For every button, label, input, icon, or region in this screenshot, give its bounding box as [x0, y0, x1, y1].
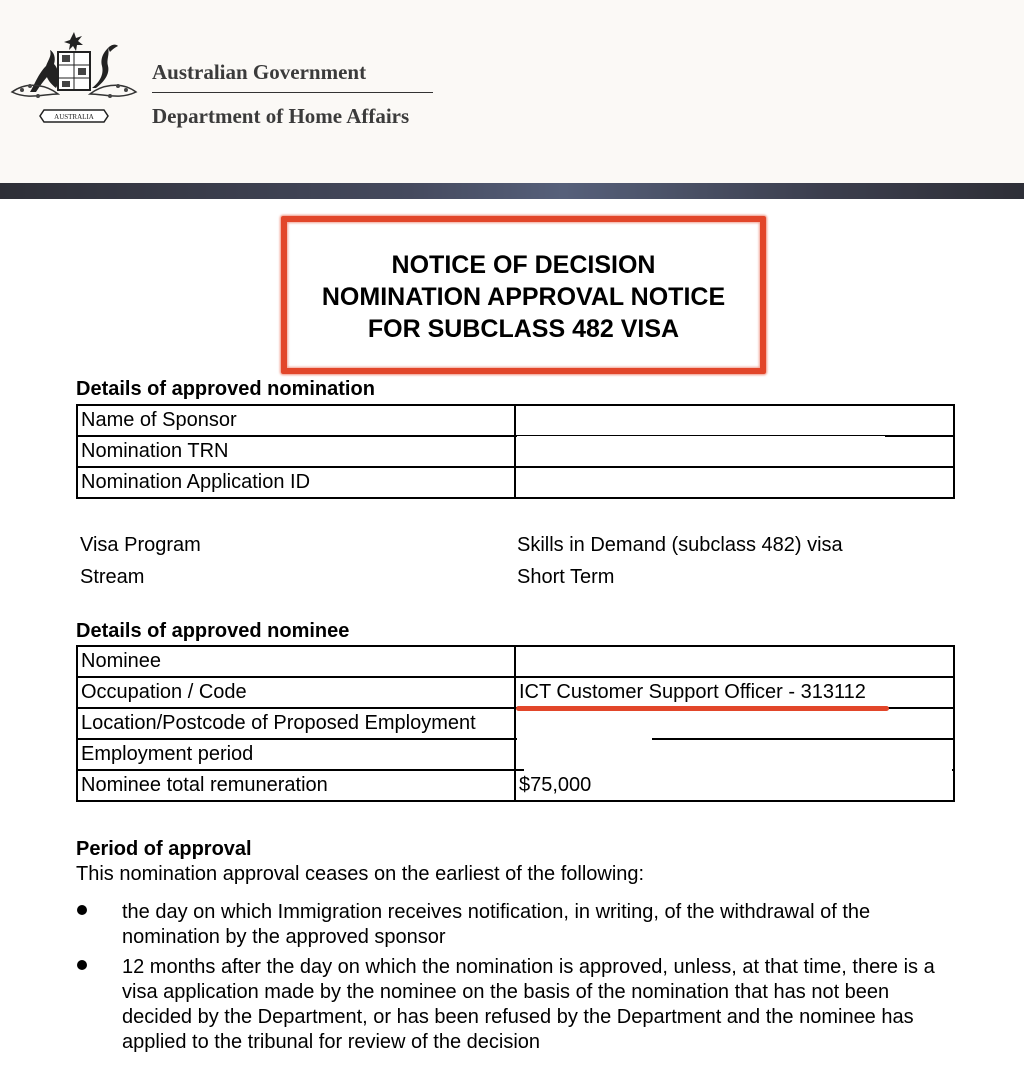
bullet-icon: [77, 905, 87, 915]
location-label: Location/Postcode of Proposed Employment: [77, 708, 515, 739]
list-item: 12 months after the day on which the nomination is approved, unless, at that time, there is a visa application made by the nominee on the basis of the nomination that has not been decided by the Department, or has been refused by the Department and the nominee has applied to the tribunal for review of the decision: [122, 956, 935, 1053]
application-id-label: Nomination Application ID: [77, 467, 515, 498]
table-row: [77, 770, 954, 801]
redaction: [517, 469, 885, 474]
trn-label: Nomination TRN: [77, 436, 515, 467]
remuneration-value: $75,000: [515, 770, 954, 801]
nominee-label: Nominee: [77, 646, 515, 677]
occupation-label: Occupation / Code: [77, 677, 515, 708]
notice-line-2: NOMINATION APPROVAL NOTICE: [321, 283, 726, 311]
header-band: [0, 183, 1024, 199]
coat-of-arms-icon: [8, 30, 140, 130]
list-item: the day on which Immigration receives notification, in writing, of the withdrawal of the nomination by the approved sponsor: [122, 901, 871, 948]
redaction: [517, 711, 652, 749]
remuneration-label: Nominee total remuneration: [77, 770, 515, 801]
sponsor-label: Name of Sponsor: [77, 405, 515, 436]
government-name: Australian Government: [152, 60, 367, 84]
sponsor-value: [515, 405, 954, 436]
header-divider: [152, 92, 433, 93]
visa-program-value: Skills in Demand (subclass 482) visa: [517, 534, 843, 556]
department-name: Department of Home Affairs: [152, 104, 410, 128]
employment-period-label: Employment period: [77, 739, 515, 770]
notice-line-1: NOTICE OF DECISION: [391, 251, 656, 279]
table-row: [77, 677, 954, 708]
occupation-value: ICT Customer Support Officer - 313112: [515, 677, 954, 708]
redaction: [517, 436, 885, 441]
notice-line-3: FOR SUBCLASS 482 VISA: [367, 315, 680, 343]
nomination-table: [76, 404, 955, 499]
visa-program-label: Visa Program: [80, 534, 201, 556]
svg-text:AUSTRALIA: AUSTRALIA: [54, 113, 94, 121]
letterhead: [0, 0, 1024, 183]
approval-heading: Period of approval: [76, 838, 252, 860]
stream-value: Short Term: [517, 566, 615, 588]
notice-title: [281, 249, 766, 345]
nominee-heading: Details of approved nominee: [76, 620, 350, 642]
stream-label: Stream: [80, 566, 145, 588]
bullet-icon: [77, 960, 87, 970]
nominee-value: [515, 646, 954, 677]
nomination-heading: Details of approved nomination: [76, 378, 375, 400]
table-row: [77, 708, 954, 739]
nominee-table: [76, 645, 955, 802]
approval-intro: This nomination approval ceases on the earliest of the following:: [76, 863, 645, 885]
table-row: [77, 405, 954, 436]
table-row: [77, 646, 954, 677]
redaction: [524, 746, 952, 774]
